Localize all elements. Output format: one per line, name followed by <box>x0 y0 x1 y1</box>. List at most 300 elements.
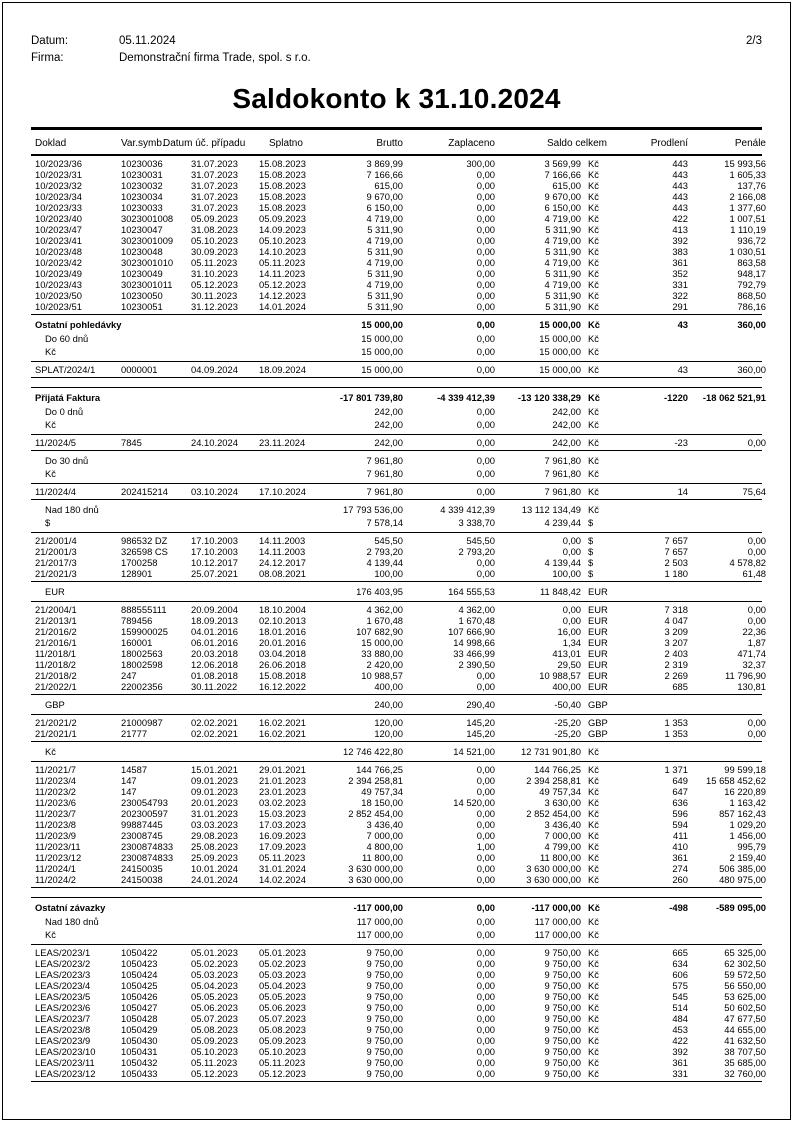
table-row <box>31 1024 766 1035</box>
table-row <box>31 717 766 728</box>
cell-splatno: 14.02.2024 <box>259 874 306 885</box>
cell-brutto: 7 961,80 <box>366 455 403 466</box>
cell-doklad: 11/2024/4 <box>35 486 77 497</box>
cell-zaplaceno: 0,00 <box>476 301 495 312</box>
table-row <box>31 279 766 290</box>
cell-splatno: 15.08.2023 <box>259 169 306 180</box>
col-header-datum: Datum úč. případu <box>163 138 246 149</box>
cell-doklad: 10/2023/31 <box>35 169 82 180</box>
cell-var-symb: 1050428 <box>121 1013 158 1024</box>
cell-splatno: 16.02.2021 <box>259 717 306 728</box>
cell-mena: Kč <box>588 947 599 958</box>
cell-doklad: 10/2023/40 <box>35 213 82 224</box>
cell-prodleni: 3 207 <box>664 637 688 648</box>
cell-doklad: LEAS/2023/9 <box>35 1035 91 1046</box>
cell-penale: 65 325,00 <box>724 947 766 958</box>
cell-group-name: GBP <box>45 699 65 710</box>
table-row <box>31 604 766 615</box>
cell-brutto: 107 682,90 <box>356 626 403 637</box>
cell-splatno: 16.02.2021 <box>259 728 306 739</box>
cell-penale: -18 062 521,91 <box>702 392 766 403</box>
cell-mena: Kč <box>588 468 599 479</box>
cell-penale: 50 602,50 <box>724 1002 766 1013</box>
cell-var-symb: 202415214 <box>121 486 168 497</box>
cell-datum: 01.08.2018 <box>191 670 238 681</box>
cell-prodleni: 1 180 <box>664 568 688 579</box>
cell-doklad: 11/2023/11 <box>35 841 81 852</box>
cell-zaplaceno: 0,00 <box>476 863 495 874</box>
cell-var-symb: 99887445 <box>121 819 163 830</box>
cell-brutto: 242,00 <box>374 437 403 448</box>
cell-penale: 863,58 <box>737 257 766 268</box>
table-row <box>31 268 766 279</box>
cell-splatno: 14.11.2023 <box>259 268 306 279</box>
section-divider <box>31 450 762 451</box>
cell-brutto: 15 000,00 <box>361 364 403 375</box>
cell-mena: EUR <box>588 604 608 615</box>
table-row <box>31 863 766 874</box>
cell-group-name: Ostatní pohledávky <box>35 319 122 330</box>
cell-penale: 53 625,00 <box>724 991 766 1002</box>
cell-prodleni: 1 371 <box>664 764 688 775</box>
cell-zaplaceno: 0,00 <box>476 874 495 885</box>
cell-mena: Kč <box>588 437 599 448</box>
cell-saldo: 400,00 <box>552 681 581 692</box>
cell-splatno: 05.10.2023 <box>259 235 306 246</box>
cell-prodleni: 665 <box>672 947 688 958</box>
cell-mena: Kč <box>588 455 599 466</box>
cell-brutto: 15 000,00 <box>361 319 403 330</box>
cell-datum: 31.07.2023 <box>191 202 238 213</box>
cell-prodleni: 322 <box>672 290 688 301</box>
cell-splatno: 05.10.2023 <box>259 1046 306 1057</box>
cell-mena: Kč <box>588 246 599 257</box>
cell-splatno: 14.09.2023 <box>259 224 306 235</box>
cell-penale: 32,37 <box>742 659 766 670</box>
cell-var-symb: 10230050 <box>121 290 163 301</box>
cell-saldo: 9 750,00 <box>544 1002 581 1013</box>
table-row <box>31 786 766 797</box>
cell-brutto: 7 961,80 <box>366 468 403 479</box>
cell-splatno: 14.01.2024 <box>259 301 306 312</box>
cell-datum: 02.02.2021 <box>191 717 238 728</box>
table-row <box>31 615 766 626</box>
cell-saldo: 0,00 <box>562 615 581 626</box>
cell-zaplaceno: 0,00 <box>476 1035 495 1046</box>
cell-penale: 62 302,50 <box>724 958 766 969</box>
cell-saldo: 4 139,44 <box>544 557 581 568</box>
cell-datum: 05.03.2023 <box>191 969 238 980</box>
cell-saldo: 9 750,00 <box>544 1068 581 1079</box>
cell-var-symb: 1050427 <box>121 1002 158 1013</box>
cell-doklad: 11/2023/6 <box>35 797 77 808</box>
table-row <box>31 969 766 980</box>
cell-mena: Kč <box>588 902 600 913</box>
cell-saldo: 7 961,80 <box>544 455 581 466</box>
cell-mena: EUR <box>588 681 608 692</box>
cell-prodleni: 2 269 <box>664 670 688 681</box>
cell-var-symb: 21777 <box>121 728 148 739</box>
cell-saldo: -117 000,00 <box>531 902 581 913</box>
cell-saldo: -13 120 338,29 <box>517 392 581 403</box>
table-row <box>31 158 766 169</box>
cell-var-symb: 23008745 <box>121 830 163 841</box>
cell-var-symb: 986532 DZ <box>121 535 168 546</box>
cell-penale: 1,87 <box>747 637 766 648</box>
cell-group-name: Kč <box>45 419 56 430</box>
table-row <box>31 728 766 739</box>
cell-splatno: 18.10.2004 <box>259 604 306 615</box>
cell-datum: 17.10.2003 <box>191 546 238 557</box>
cell-group-name: Kč <box>45 346 56 357</box>
cell-zaplaceno: 3 338,70 <box>458 517 495 528</box>
cell-brutto: 2 420,00 <box>366 659 403 670</box>
cell-zaplaceno: 0,00 <box>476 808 495 819</box>
cell-brutto: 15 000,00 <box>361 637 403 648</box>
cell-mena: Kč <box>588 191 599 202</box>
cell-penale: 1 377,60 <box>729 202 766 213</box>
cell-doklad: 11/2023/2 <box>35 786 77 797</box>
cell-doklad: 21/2018/2 <box>35 670 77 681</box>
cell-zaplaceno: 0,00 <box>476 670 495 681</box>
cell-penale: 22,36 <box>742 626 766 637</box>
cell-brutto: 4 719,00 <box>366 235 403 246</box>
cell-var-symb: 10230049 <box>121 268 163 279</box>
cell-datum: 04.09.2024 <box>191 364 238 375</box>
cell-mena: EUR <box>588 626 608 637</box>
cell-saldo: 4 719,00 <box>544 257 581 268</box>
cell-mena: $ <box>588 557 594 568</box>
cell-zaplaceno: 0,00 <box>476 468 495 479</box>
cell-brutto: 9 750,00 <box>366 1013 403 1024</box>
cell-group-name: Ostatní závazky <box>35 902 106 913</box>
cell-penale: 32 760,00 <box>724 1068 766 1079</box>
cell-splatno: 05.11.2023 <box>259 1057 306 1068</box>
cell-var-symb: 10230034 <box>121 191 163 202</box>
cell-datum: 24.01.2024 <box>191 874 238 885</box>
cell-brutto: 9 750,00 <box>366 1068 403 1079</box>
cell-splatno: 15.08.2023 <box>259 191 306 202</box>
cell-splatno: 05.09.2023 <box>259 213 306 224</box>
cell-brutto: 2 852 454,00 <box>348 808 403 819</box>
cell-saldo: 9 750,00 <box>544 969 581 980</box>
cell-datum: 05.10.2023 <box>191 235 238 246</box>
table-row <box>31 626 766 637</box>
currency-subtotal-row <box>31 344 762 359</box>
cell-datum: 18.09.2013 <box>191 615 238 626</box>
cell-prodleni: 443 <box>672 169 688 180</box>
col-header-prodleni: Prodlení <box>650 138 688 149</box>
cell-splatno: 05.07.2023 <box>259 1013 306 1024</box>
cell-penale: 0,00 <box>747 604 766 615</box>
cell-saldo: 2 394 258,81 <box>526 775 581 786</box>
currency-subtotal-row <box>31 584 762 599</box>
cell-brutto: 242,00 <box>374 406 403 417</box>
cell-var-symb: 2300874833 <box>121 852 174 863</box>
cell-mena: Kč <box>588 980 599 991</box>
cell-prodleni: 43 <box>677 364 688 375</box>
section-divider <box>31 714 762 715</box>
cell-brutto: 18 150,00 <box>361 797 403 808</box>
cell-prodleni: 2 403 <box>664 648 688 659</box>
cell-datum: 05.09.2023 <box>191 213 238 224</box>
cell-datum: 06.01.2016 <box>191 637 238 648</box>
cell-datum: 05.06.2023 <box>191 1002 238 1013</box>
cell-mena: Kč <box>588 969 599 980</box>
cell-zaplaceno: 4 339 412,39 <box>440 504 495 515</box>
cell-datum: 03.10.2024 <box>191 486 238 497</box>
cell-mena: Kč <box>588 257 599 268</box>
cell-datum: 30.11.2022 <box>191 681 238 692</box>
cell-var-symb: 160001 <box>121 637 153 648</box>
cell-saldo: 15 000,00 <box>539 333 581 344</box>
cell-saldo: 10 988,57 <box>539 670 581 681</box>
cell-prodleni: 514 <box>672 1002 688 1013</box>
cell-mena: $ <box>588 517 594 528</box>
section-divider <box>31 532 762 533</box>
table-row <box>31 1013 766 1024</box>
cell-var-symb: 230054793 <box>121 797 168 808</box>
cell-mena: Kč <box>588 290 599 301</box>
meta-row-datum <box>31 33 762 50</box>
cell-saldo: 9 750,00 <box>544 1046 581 1057</box>
cell-saldo: 0,00 <box>562 604 581 615</box>
cell-zaplaceno: 0,00 <box>476 1002 495 1013</box>
cell-zaplaceno: 0,00 <box>476 1024 495 1035</box>
cell-splatno: 24.12.2017 <box>259 557 306 568</box>
cell-prodleni: 361 <box>672 257 688 268</box>
cell-prodleni: 453 <box>672 1024 688 1035</box>
cell-var-symb: 10230032 <box>121 180 163 191</box>
cell-penale: 0,00 <box>747 728 766 739</box>
cell-prodleni: 274 <box>672 863 688 874</box>
table-row <box>31 557 766 568</box>
cell-penale: 1 007,51 <box>729 213 766 224</box>
cell-brutto: 9 670,00 <box>366 191 403 202</box>
cell-saldo: 11 848,42 <box>539 586 581 597</box>
cell-zaplaceno: 0,00 <box>476 681 495 692</box>
cell-mena: Kč <box>588 1068 599 1079</box>
cell-var-symb: 1050433 <box>121 1068 158 1079</box>
cell-var-symb: 1050425 <box>121 980 158 991</box>
cell-zaplaceno: 0,00 <box>476 1013 495 1024</box>
cell-brutto: 117 000,00 <box>356 916 403 927</box>
cell-var-symb: 147 <box>121 775 137 786</box>
cell-zaplaceno: 0,00 <box>476 486 495 497</box>
cell-mena: Kč <box>588 158 599 169</box>
cell-saldo: 12 731 901,80 <box>521 746 581 757</box>
cell-penale: -589 095,00 <box>715 902 766 913</box>
cell-saldo: 242,00 <box>552 419 581 430</box>
cell-splatno: 05.06.2023 <box>259 1002 306 1013</box>
cell-var-symb: 24150035 <box>121 863 163 874</box>
cell-prodleni: 606 <box>672 969 688 980</box>
cell-saldo: 9 670,00 <box>544 191 581 202</box>
table-row <box>31 841 766 852</box>
cell-prodleni: 7 318 <box>664 604 688 615</box>
cell-brutto: 176 403,95 <box>356 586 403 597</box>
cell-saldo: 7 166,66 <box>544 169 581 180</box>
col-header-saldo-celkem: Saldo celkem <box>546 138 607 149</box>
section-divider <box>31 434 762 435</box>
cell-datum: 30.11.2023 <box>191 290 238 301</box>
cell-zaplaceno: 14 520,00 <box>453 797 495 808</box>
cell-penale: 1 456,00 <box>729 830 766 841</box>
cell-datum: 05.07.2023 <box>191 1013 238 1024</box>
cell-datum: 31.07.2023 <box>191 191 238 202</box>
cell-saldo: 242,00 <box>552 437 581 448</box>
cell-saldo: 15 000,00 <box>539 364 581 375</box>
cell-doklad: 21/2022/1 <box>35 681 77 692</box>
cell-saldo: 3 436,40 <box>544 819 581 830</box>
cell-prodleni: 634 <box>672 958 688 969</box>
cell-prodleni: 443 <box>672 180 688 191</box>
cell-datum: 24.10.2024 <box>191 437 238 448</box>
cell-splatno: 20.01.2016 <box>259 637 306 648</box>
cell-saldo: 144 766,25 <box>534 764 581 775</box>
cell-mena: Kč <box>588 841 599 852</box>
cell-splatno: 05.12.2023 <box>259 1068 306 1079</box>
cell-saldo: 615,00 <box>552 180 581 191</box>
cell-saldo: 9 750,00 <box>544 991 581 1002</box>
cell-datum: 05.12.2023 <box>191 1068 238 1079</box>
cell-zaplaceno: 0,00 <box>476 852 495 863</box>
cell-var-symb: 7845 <box>121 437 142 448</box>
cell-var-symb: 18002563 <box>121 648 163 659</box>
cell-zaplaceno: 545,50 <box>466 535 495 546</box>
aging-bucket-row <box>31 502 762 515</box>
cell-doklad: 11/2023/8 <box>35 819 77 830</box>
cell-datum: 20.09.2004 <box>191 604 238 615</box>
cell-prodleni: -498 <box>669 902 688 913</box>
cell-penale: 1 029,20 <box>729 819 766 830</box>
cell-var-symb: 1050423 <box>121 958 158 969</box>
cell-penale: 1 030,51 <box>729 246 766 257</box>
cell-zaplaceno: 2 793,20 <box>458 546 495 557</box>
cell-zaplaceno: 14 521,00 <box>453 746 495 757</box>
cell-var-symb: 128901 <box>121 568 153 579</box>
cell-var-symb: 247 <box>121 670 137 681</box>
table-row <box>31 830 766 841</box>
cell-zaplaceno: 0,00 <box>476 958 495 969</box>
cell-saldo: 15 000,00 <box>539 319 581 330</box>
cell-var-symb: 24150038 <box>121 874 163 885</box>
cell-brutto: 9 750,00 <box>366 1046 403 1057</box>
cell-datum: 25.09.2023 <box>191 852 238 863</box>
cell-doklad: 21/2021/1 <box>35 728 77 739</box>
cell-brutto: 5 311,90 <box>367 224 403 235</box>
cell-penale: 44 655,00 <box>724 1024 766 1035</box>
table-row <box>31 568 766 579</box>
cell-saldo: 5 311,90 <box>545 290 581 301</box>
cell-penale: 1 163,42 <box>729 797 766 808</box>
cell-mena: EUR <box>588 586 608 597</box>
cell-saldo: 4 719,00 <box>544 279 581 290</box>
cell-penale: 47 677,50 <box>724 1013 766 1024</box>
table-row <box>31 659 766 670</box>
cell-datum: 03.03.2023 <box>191 819 238 830</box>
cell-mena: Kč <box>588 916 599 927</box>
cell-datum: 05.11.2023 <box>191 1057 238 1068</box>
cell-saldo: 9 750,00 <box>544 1057 581 1068</box>
cell-prodleni: 361 <box>672 852 688 863</box>
cell-prodleni: 14 <box>677 486 688 497</box>
group-total-row <box>31 900 766 914</box>
cell-datum: 05.04.2023 <box>191 980 238 991</box>
cell-var-symb: 10230048 <box>121 246 163 257</box>
firma-value: Demonstrační firma Trade, spol. s r.o. <box>119 52 311 64</box>
cell-doklad: LEAS/2023/11 <box>35 1057 95 1068</box>
title-rule <box>31 127 762 130</box>
cell-brutto: 2 394 258,81 <box>348 775 403 786</box>
cell-penale: 0,00 <box>747 535 766 546</box>
cell-zaplaceno: 0,00 <box>476 1068 495 1079</box>
cell-splatno: 21.01.2023 <box>259 775 306 786</box>
cell-datum: 12.06.2018 <box>191 659 238 670</box>
cell-doklad: 11/2024/1 <box>35 863 77 874</box>
cell-prodleni: 3 209 <box>664 626 688 637</box>
cell-var-symb: 1700258 <box>121 557 158 568</box>
cell-doklad: LEAS/2023/8 <box>35 1024 91 1035</box>
cell-prodleni: 331 <box>672 1068 688 1079</box>
cell-zaplaceno: 0,00 <box>476 557 495 568</box>
cell-brutto: 9 750,00 <box>366 991 403 1002</box>
cell-zaplaceno: 0,00 <box>476 246 495 257</box>
currency-subtotal-row <box>31 466 762 481</box>
cell-prodleni: 596 <box>672 808 688 819</box>
cell-prodleni: 291 <box>672 301 688 312</box>
cell-brutto: 545,50 <box>374 535 403 546</box>
cell-penale: 786,16 <box>737 301 766 312</box>
table-row <box>31 819 766 830</box>
cell-doklad: 21/2016/1 <box>35 637 77 648</box>
cell-prodleni: 413 <box>672 224 688 235</box>
cell-zaplaceno: 1,00 <box>476 841 495 852</box>
cell-brutto: 3 630 000,00 <box>348 874 403 885</box>
cell-doklad: LEAS/2023/2 <box>35 958 91 969</box>
cell-zaplaceno: 0,00 <box>476 406 495 417</box>
table-row <box>31 874 766 885</box>
cell-splatno: 08.08.2021 <box>259 568 306 579</box>
cell-prodleni: 685 <box>672 681 688 692</box>
cell-mena: EUR <box>588 615 608 626</box>
cell-prodleni: 383 <box>672 246 688 257</box>
cell-mena: $ <box>588 546 594 557</box>
cell-group-name: Do 30 dnů <box>45 455 89 466</box>
cell-brutto: 240,00 <box>374 699 403 710</box>
cell-doklad: 10/2023/51 <box>35 301 82 312</box>
saldokonto-table <box>31 134 766 1082</box>
cell-zaplaceno: 2 390,50 <box>458 659 495 670</box>
cell-var-symb: 21000987 <box>121 717 163 728</box>
cell-mena: Kč <box>588 268 599 279</box>
cell-mena: Kč <box>588 319 600 330</box>
cell-mena: EUR <box>588 648 608 659</box>
cell-datum: 05.12.2023 <box>191 279 238 290</box>
col-header-penale: Penále <box>734 138 766 149</box>
cell-zaplaceno: 0,00 <box>476 279 495 290</box>
cell-var-symb: 159900025 <box>121 626 168 637</box>
cell-splatno: 17.03.2023 <box>259 819 306 830</box>
cell-prodleni: 411 <box>673 830 688 841</box>
table-row <box>31 213 766 224</box>
cell-doklad: 10/2023/42 <box>35 257 82 268</box>
cell-var-symb: 3023001009 <box>121 235 174 246</box>
cell-var-symb: 326598 CS <box>121 546 168 557</box>
cell-saldo: 9 750,00 <box>544 980 581 991</box>
currency-subtotal-row <box>31 417 762 432</box>
cell-prodleni: 443 <box>672 191 688 202</box>
